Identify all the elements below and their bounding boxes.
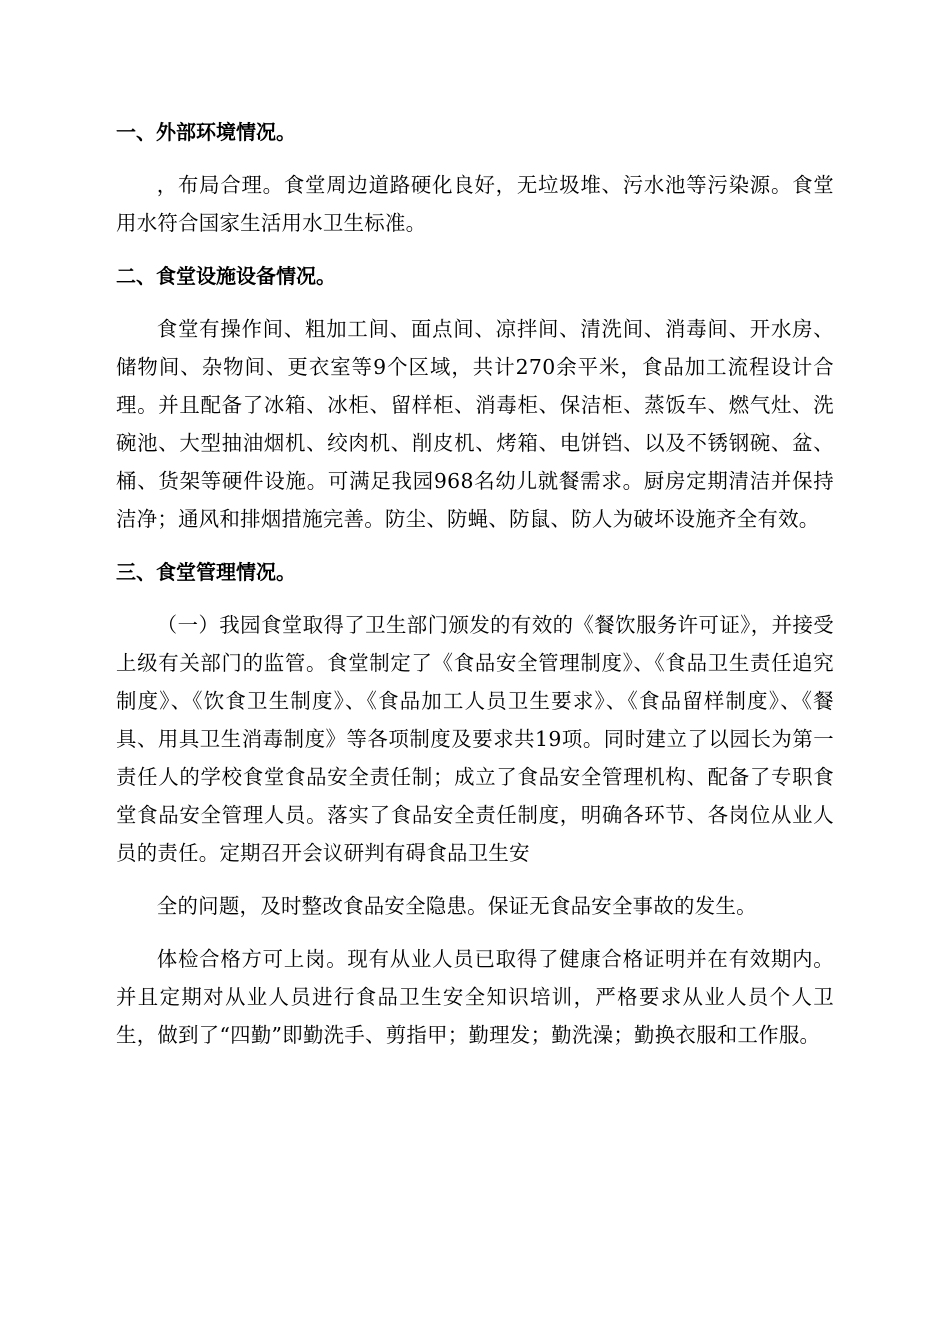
section-heading-management: 三、食堂管理情况。	[116, 560, 296, 584]
paragraph-management-staff: 体检合格方可上岗。现有从业人员已取得了健康合格证明并在有效期内。并且定期对从业人员进行食品卫生安全知识培训，严格要求从业人员个人卫生，做到了“四勤”即勤洗手、剪指甲；勤理发；勤洗澡；勤换衣服和工作服。	[116, 947, 834, 1047]
paragraph-management-licenses: （一）我园食堂取得了卫生部门颁发的有效的《餐饮服务许可证》，并接受上级有关部门的监管。食堂制定了《食品安全管理制度》、《食品卫生责任追究制度》、《饮食卫生制度》、《食品加工人员卫生要求》、《食品留样制度》、《餐具、用具卫生消毒制度》等各项制度及要求共19项。同时建立了以园长为第一责任人的学校食堂食品安全责任制；成立了食品安全管理机构、配备了专职食堂食品安全管理人员。落实了食品安全责任制度，明确各环节、各岗位从业人员的责任。定期召开会议研判有碍食品卫生安	[116, 613, 834, 865]
paragraph-management-safety: 全的问题，及时整改食品安全隐患。保证无食品安全事故的发生。	[156, 894, 757, 918]
section-heading-facilities: 二、食堂设施设备情况。	[116, 264, 336, 288]
section-heading-external-environment: 一、外部环境情况。	[116, 120, 296, 144]
paragraph-facilities: 食堂有操作间、粗加工间、面点间、凉拌间、清洗间、消毒间、开水房、储物间、杂物间、更衣室等9个区域，共计270余平米，食品加工流程设计合理。并且配备了冰箱、冰柜、留样柜、消毒柜、保洁柜、蒸饭车、燃气灶、洗碗池、大型抽油烟机、绞肉机、削皮机、烤箱、电饼铛、以及不锈钢碗、盆、桶、货架等硬件设施。可满足我园968名幼儿就餐需求。厨房定期清洁并保持洁净；通风和排烟措施完善。防尘、防蝇、防鼠、防人为破坏设施齐全有效。	[116, 317, 834, 531]
paragraph-external-environment: ，布局合理。食堂周边道路硬化良好，无垃圾堆、污水池等污染源。食堂用水符合国家生活用水卫生标准。	[116, 173, 834, 235]
document-page	[116, 113, 834, 1069]
